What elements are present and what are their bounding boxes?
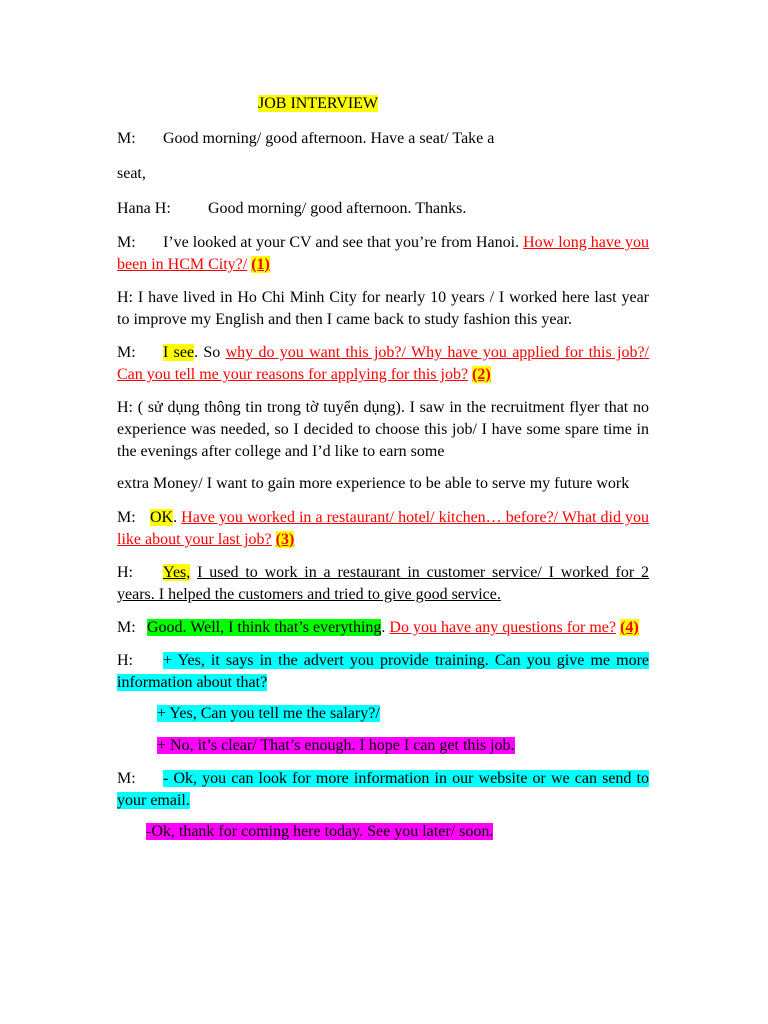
dialogue-text: . So xyxy=(194,344,221,361)
question-number: (1) xyxy=(251,256,270,273)
question-number: (3) xyxy=(275,531,295,548)
speaker: M: xyxy=(117,619,136,636)
dialogue-text: Good morning/ good afternoon. Have a seat/ Take a xyxy=(163,130,495,147)
question-text: Do you have any questions for me? xyxy=(389,619,616,636)
line-6 xyxy=(117,342,649,386)
dialogue-text: Good morning/ good afternoon. Thanks. xyxy=(208,200,467,217)
line-7 xyxy=(117,397,649,463)
dialogue-text: -Ok, thank for coming here today. See you later/ soon. xyxy=(146,823,494,840)
question-text: why do you want this job?/ Why have you applied for this job?/ Can you tell me your reasons for applying for this job? xyxy=(117,344,649,383)
speaker: M: xyxy=(117,130,136,147)
line-1 xyxy=(117,127,649,151)
dialogue-text: seat, xyxy=(117,165,146,182)
line-11 xyxy=(117,617,649,639)
speaker: H: xyxy=(117,652,133,669)
line-3 xyxy=(117,197,649,221)
dialogue-text: H: ( sử dụng thông tin trong tờ tuyển dụng). I saw in the recruitment flyer that no experience was needed, so I decided to choose this job/ I have some spare time in the evenings after college and I’d like to earn some xyxy=(117,399,649,460)
highlight-ok: OK xyxy=(150,509,174,526)
dialogue-text: . xyxy=(173,509,178,526)
dialogue-text: + Yes, it says in the advert you provide training. Can you give me more information about that? xyxy=(117,652,649,691)
line-4 xyxy=(117,232,649,276)
question-text: Have you worked in a restaurant/ hotel/ kitchen… before?/ What did you like about your last job? xyxy=(117,509,649,548)
line-8 xyxy=(117,471,649,496)
dialogue-text: . xyxy=(381,619,386,636)
dialogue-text: extra Money/ I want to gain more experience to be able to serve my future work xyxy=(117,475,630,492)
highlight-yes: Yes, xyxy=(163,564,191,581)
speaker: H: xyxy=(117,564,133,581)
line-15 xyxy=(117,768,649,812)
document-page xyxy=(117,92,649,843)
highlight-i-see: I see xyxy=(163,344,195,361)
line-10 xyxy=(117,562,649,606)
line-12 xyxy=(117,650,649,694)
question-number: (2) xyxy=(472,366,491,383)
speaker: M: xyxy=(117,770,136,787)
speaker: M: xyxy=(117,509,136,526)
dialogue-text: H: I have lived in Ho Chi Minh City for nearly 10 years / I worked here last year to improve my English and then I came back to study fashion this year. xyxy=(117,289,649,328)
line-9 xyxy=(117,507,649,551)
question-number: (4) xyxy=(620,619,639,636)
question-text: How long have you been in HCM City?/ xyxy=(117,234,650,273)
dialogue-text: I used to work in a restaurant in customer service/ I worked for 2 years. I helped the customers and tried to give good service. xyxy=(117,564,650,603)
title-text: JOB INTERVIEW xyxy=(258,95,379,112)
dialogue-text: + Yes, Can you tell me the salary?/ xyxy=(157,705,380,722)
highlight-good: Good. Well, I think that’s everything xyxy=(147,619,382,636)
line-14 xyxy=(117,735,649,757)
line-16 xyxy=(117,821,649,843)
line-2 xyxy=(117,162,649,186)
dialogue-text: - Ok, you can look for more information in our website or we can send to your email. xyxy=(117,770,649,809)
document-title xyxy=(258,92,649,116)
speaker: M: xyxy=(117,344,136,361)
dialogue-text: + No, it’s clear/ That’s enough. I hope I can get this job. xyxy=(157,737,515,754)
line-13 xyxy=(117,703,649,725)
line-5 xyxy=(117,287,649,331)
speaker: M: xyxy=(117,234,136,251)
dialogue-text: I’ve looked at your CV and see that you’re from Hanoi. xyxy=(163,234,520,251)
speaker: Hana H: xyxy=(117,200,171,217)
